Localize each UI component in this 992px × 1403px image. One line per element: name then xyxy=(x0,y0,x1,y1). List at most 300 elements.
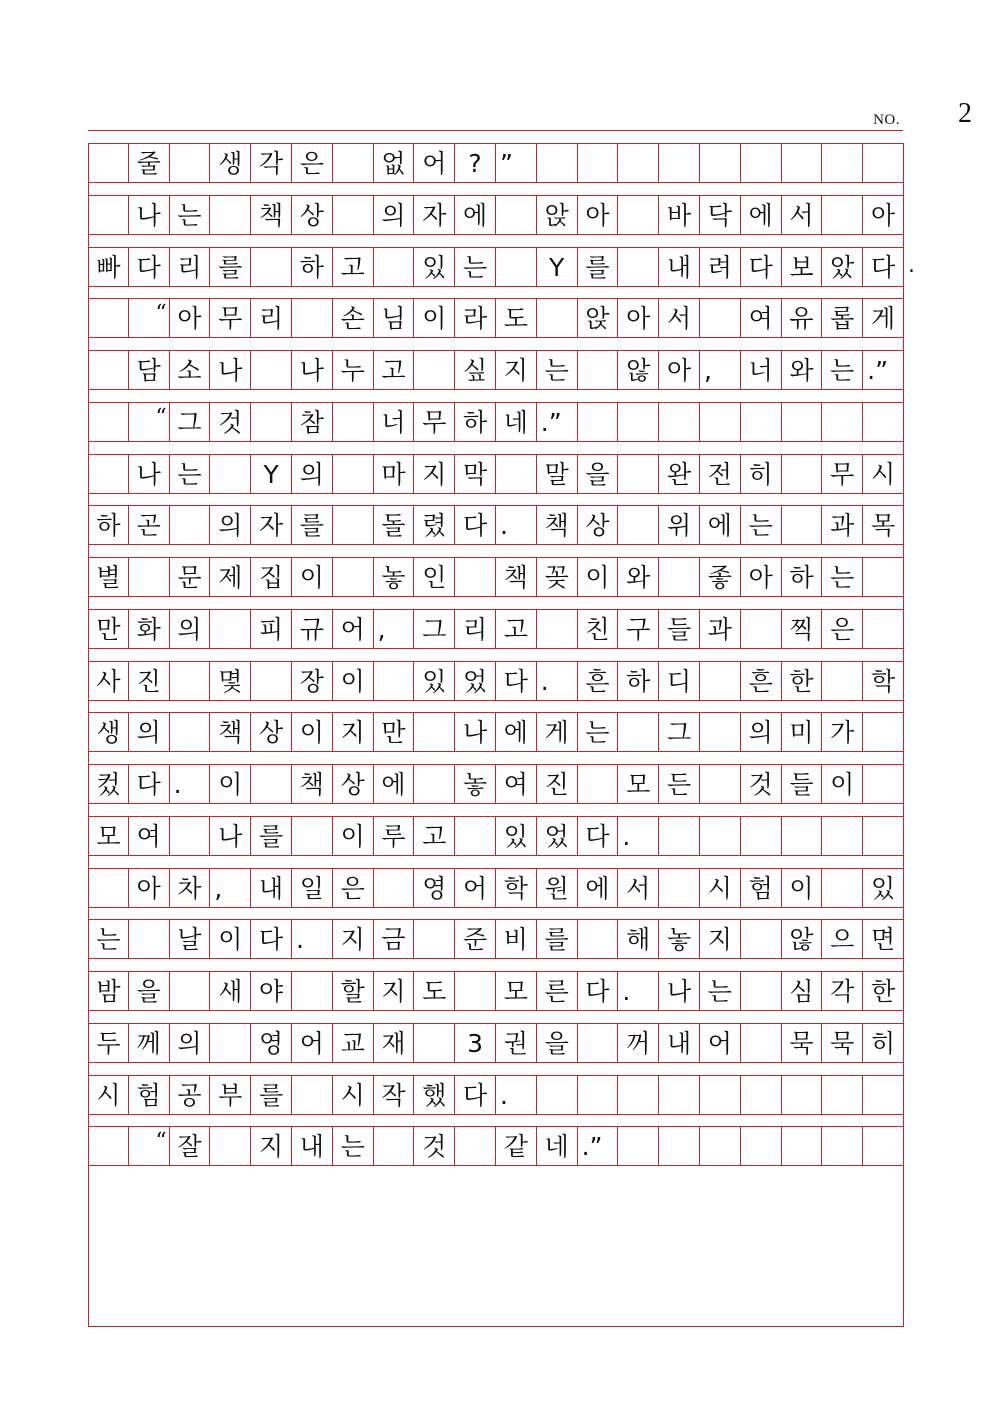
manuscript-cell: 차 xyxy=(170,869,211,907)
manuscript-cell xyxy=(782,403,823,441)
manuscript-cell: 찍 xyxy=(782,610,823,648)
manuscript-cell: 과 xyxy=(700,610,741,648)
manuscript-cell xyxy=(618,1127,659,1165)
manuscript-cell: 다 xyxy=(863,248,904,286)
manuscript-cell: 위 xyxy=(659,506,700,544)
manuscript-cell xyxy=(88,1127,129,1165)
manuscript-cell xyxy=(578,1024,619,1062)
manuscript-cell: 는 xyxy=(333,1127,374,1165)
manuscript-row xyxy=(88,247,904,287)
manuscript-cell: 디 xyxy=(659,662,700,700)
header-divider xyxy=(88,130,903,131)
manuscript-cell: 가 xyxy=(822,713,863,751)
manuscript-cell: 라 xyxy=(455,299,496,337)
manuscript-cell: 모 xyxy=(88,817,129,855)
manuscript-cell xyxy=(782,506,823,544)
manuscript-cell xyxy=(455,817,496,855)
manuscript-cell xyxy=(741,920,782,958)
manuscript-cell: 과 xyxy=(822,506,863,544)
manuscript-cell: 미 xyxy=(782,713,823,751)
manuscript-cell xyxy=(88,299,129,337)
manuscript-cell xyxy=(863,1076,904,1114)
manuscript-cell: 고 xyxy=(414,817,455,855)
page-header xyxy=(88,96,903,130)
manuscript-cell xyxy=(170,817,211,855)
manuscript-cell: 는 xyxy=(170,196,211,234)
manuscript-cell xyxy=(659,817,700,855)
manuscript-cell: 면 xyxy=(863,920,904,958)
manuscript-cell: 영 xyxy=(251,1024,292,1062)
manuscript-cell: 이 xyxy=(578,558,619,596)
manuscript-cell xyxy=(700,765,741,803)
manuscript-cell xyxy=(700,662,741,700)
manuscript-cell: 한 xyxy=(782,662,823,700)
manuscript-cell: 두 xyxy=(88,1024,129,1062)
manuscript-cell: 친 xyxy=(578,610,619,648)
manuscript-cell xyxy=(333,196,374,234)
manuscript-cell xyxy=(578,765,619,803)
manuscript-cell: 부 xyxy=(210,1076,251,1114)
manuscript-cell: 아 xyxy=(170,299,211,337)
manuscript-cell xyxy=(455,558,496,596)
manuscript-cell: “ xyxy=(129,1127,170,1165)
manuscript-cell xyxy=(863,713,904,751)
manuscript-cell: 도 xyxy=(496,299,537,337)
manuscript-cell: 의 xyxy=(129,713,170,751)
manuscript-cell xyxy=(292,972,333,1010)
manuscript-row xyxy=(88,143,904,183)
manuscript-cell: 어 xyxy=(333,610,374,648)
manuscript-cell xyxy=(414,1024,455,1062)
manuscript-row xyxy=(88,402,904,442)
manuscript-cell: 생 xyxy=(210,144,251,182)
manuscript-cell: 각 xyxy=(822,972,863,1010)
manuscript-cell: 어 xyxy=(414,144,455,182)
manuscript-cell xyxy=(251,248,292,286)
manuscript-cell: 서 xyxy=(782,196,823,234)
manuscript-cell xyxy=(374,662,415,700)
manuscript-cell: 이 xyxy=(822,765,863,803)
manuscript-cell: 지 xyxy=(496,351,537,389)
manuscript-cell: 묵 xyxy=(782,1024,823,1062)
manuscript-cell: 리 xyxy=(455,610,496,648)
manuscript-cell: 고 xyxy=(374,351,415,389)
manuscript-cell xyxy=(618,144,659,182)
manuscript-cell: 아 xyxy=(659,351,700,389)
manuscript-cell xyxy=(537,1076,578,1114)
manuscript-cell: 일 xyxy=(292,869,333,907)
manuscript-cell: 의 xyxy=(170,610,211,648)
manuscript-cell: 여 xyxy=(741,299,782,337)
manuscript-cell: 담 xyxy=(129,351,170,389)
manuscript-cell: 하 xyxy=(292,248,333,286)
manuscript-cell: 피 xyxy=(251,610,292,648)
manuscript-cell: 는 xyxy=(700,972,741,1010)
manuscript-cell: 시 xyxy=(88,1076,129,1114)
manuscript-cell: 학 xyxy=(496,869,537,907)
manuscript-cell: 그 xyxy=(170,403,211,441)
manuscript-cell: 나 xyxy=(129,455,170,493)
manuscript-cell xyxy=(822,1076,863,1114)
manuscript-cell: . xyxy=(496,506,537,544)
manuscript-cell xyxy=(170,713,211,751)
manuscript-cell: 상 xyxy=(578,506,619,544)
manuscript-cell: 목 xyxy=(863,506,904,544)
manuscript-cell: 비 xyxy=(496,920,537,958)
manuscript-row xyxy=(88,609,904,649)
manuscript-cell xyxy=(618,196,659,234)
manuscript-cell: 책 xyxy=(251,196,292,234)
manuscript-cell: 그 xyxy=(659,713,700,751)
manuscript-cell: 하 xyxy=(455,403,496,441)
manuscript-cell: 고 xyxy=(496,610,537,648)
manuscript-cell: 진 xyxy=(129,662,170,700)
manuscript-cell xyxy=(700,403,741,441)
manuscript-cell: 날 xyxy=(170,920,211,958)
manuscript-cell: 화 xyxy=(129,610,170,648)
manuscript-cell xyxy=(700,144,741,182)
manuscript-cell: 에 xyxy=(578,869,619,907)
manuscript-cell xyxy=(741,144,782,182)
manuscript-cell: .” xyxy=(863,351,904,389)
manuscript-cell: 어 xyxy=(292,1024,333,1062)
manuscript-cell: 보 xyxy=(782,248,823,286)
manuscript-cell: 앉 xyxy=(537,196,578,234)
manuscript-cell: 시 xyxy=(863,455,904,493)
manuscript-cell: 여 xyxy=(496,765,537,803)
manuscript-cell: 규 xyxy=(292,610,333,648)
manuscript-cell xyxy=(822,869,863,907)
manuscript-cell xyxy=(782,817,823,855)
manuscript-cell xyxy=(251,351,292,389)
manuscript-cell: 돌 xyxy=(374,506,415,544)
manuscript-cell xyxy=(496,196,537,234)
manuscript-cell: 서 xyxy=(659,299,700,337)
manuscript-cell: 내 xyxy=(251,869,292,907)
manuscript-cell: 것 xyxy=(210,403,251,441)
manuscript-cell xyxy=(659,403,700,441)
manuscript-cell xyxy=(578,403,619,441)
manuscript-cell: 는 xyxy=(578,713,619,751)
manuscript-cell xyxy=(659,1127,700,1165)
manuscript-cell: 완 xyxy=(659,455,700,493)
manuscript-cell xyxy=(170,662,211,700)
manuscript-cell: 금 xyxy=(374,920,415,958)
manuscript-cell xyxy=(822,196,863,234)
manuscript-cell: 앉 xyxy=(578,299,619,337)
manuscript-cell xyxy=(782,1127,823,1165)
manuscript-cell: 꺼 xyxy=(618,1024,659,1062)
manuscript-cell: 사 xyxy=(88,662,129,700)
manuscript-cell: 지 xyxy=(700,920,741,958)
manuscript-cell: 아 xyxy=(863,196,904,234)
manuscript-cell xyxy=(700,299,741,337)
manuscript-cell: 야 xyxy=(251,972,292,1010)
manuscript-cell: 에 xyxy=(700,506,741,544)
manuscript-cell: 고 xyxy=(333,248,374,286)
manuscript-cell xyxy=(741,403,782,441)
manuscript-cell: 3 xyxy=(455,1024,496,1062)
manuscript-cell: 있 xyxy=(863,869,904,907)
manuscript-cell: 은 xyxy=(292,144,333,182)
manuscript-cell: 이 xyxy=(210,920,251,958)
manuscript-cell xyxy=(88,403,129,441)
manuscript-cell: 놓 xyxy=(659,920,700,958)
manuscript-cell: 시 xyxy=(333,1076,374,1114)
manuscript-cell: 의 xyxy=(170,1024,211,1062)
manuscript-cell xyxy=(618,248,659,286)
manuscript-cell xyxy=(170,972,211,1010)
manuscript-cell xyxy=(374,1127,415,1165)
manuscript-cell: 아 xyxy=(741,558,782,596)
manuscript-cell xyxy=(863,144,904,182)
manuscript-cell: 이 xyxy=(210,765,251,803)
manuscript-cell xyxy=(782,144,823,182)
manuscript-cell xyxy=(414,765,455,803)
manuscript-cell: 들 xyxy=(782,765,823,803)
manuscript-cell: 흔 xyxy=(741,662,782,700)
manuscript-cell xyxy=(333,144,374,182)
manuscript-cell: 에 xyxy=(741,196,782,234)
manuscript-cell: 해 xyxy=(618,920,659,958)
manuscript-cell: 너 xyxy=(741,351,782,389)
manuscript-cell xyxy=(88,196,129,234)
manuscript-cell: 는 xyxy=(822,558,863,596)
manuscript-cell: 컸 xyxy=(88,765,129,803)
manuscript-cell xyxy=(700,817,741,855)
manuscript-cell: 지 xyxy=(333,713,374,751)
manuscript-cell xyxy=(578,351,619,389)
manuscript-row xyxy=(88,764,904,804)
manuscript-cell: 는 xyxy=(822,351,863,389)
manuscript-cell: 막 xyxy=(455,455,496,493)
manuscript-cell xyxy=(129,920,170,958)
manuscript-cell: 이 xyxy=(333,662,374,700)
manuscript-cell: 바 xyxy=(659,196,700,234)
manuscript-cell xyxy=(129,558,170,596)
manuscript-cell xyxy=(618,455,659,493)
manuscript-cell xyxy=(578,920,619,958)
manuscript-cell: 히 xyxy=(863,1024,904,1062)
manuscript-cell: 는 xyxy=(741,506,782,544)
manuscript-cell: 었 xyxy=(455,662,496,700)
manuscript-cell: 을 xyxy=(537,1024,578,1062)
manuscript-cell: 다 xyxy=(129,248,170,286)
manuscript-cell: 네 xyxy=(537,1127,578,1165)
manuscript-cell: , xyxy=(374,610,415,648)
manuscript-cell: 어 xyxy=(455,869,496,907)
manuscript-cell xyxy=(822,144,863,182)
manuscript-cell: 나 xyxy=(210,351,251,389)
manuscript-cell: 을 xyxy=(578,455,619,493)
manuscript-cell: 참 xyxy=(292,403,333,441)
manuscript-row xyxy=(88,816,904,856)
manuscript-cell: 각 xyxy=(251,144,292,182)
manuscript-cell: 준 xyxy=(455,920,496,958)
manuscript-cell xyxy=(170,506,211,544)
manuscript-cell xyxy=(741,817,782,855)
manuscript-cell: 든 xyxy=(659,765,700,803)
manuscript-cell: 별 xyxy=(88,558,129,596)
manuscript-cell: 이 xyxy=(292,713,333,751)
manuscript-cell: 지 xyxy=(374,972,415,1010)
manuscript-cell: 전 xyxy=(700,455,741,493)
manuscript-row xyxy=(88,971,904,1011)
manuscript-cell: 하 xyxy=(88,506,129,544)
manuscript-cell: 생 xyxy=(88,713,129,751)
manuscript-cell: 무 xyxy=(210,299,251,337)
manuscript-cell: 영 xyxy=(414,869,455,907)
manuscript-cell: 나 xyxy=(455,713,496,751)
manuscript-cell: 의 xyxy=(210,506,251,544)
manuscript-cell: 다 xyxy=(129,765,170,803)
manuscript-cell: 이 xyxy=(292,558,333,596)
manuscript-cell xyxy=(618,1076,659,1114)
manuscript-cell: 손 xyxy=(333,299,374,337)
manuscript-cell: 않 xyxy=(782,920,823,958)
manuscript-cell: 아 xyxy=(578,196,619,234)
manuscript-cell: 다 xyxy=(578,817,619,855)
manuscript-cell: 하 xyxy=(782,558,823,596)
manuscript-cell: 교 xyxy=(333,1024,374,1062)
manuscript-cell: 를 xyxy=(251,1076,292,1114)
manuscript-cell: 한 xyxy=(863,972,904,1010)
manuscript-cell: 시 xyxy=(700,869,741,907)
manuscript-cell: 리 xyxy=(251,299,292,337)
page-number-label: NO. xyxy=(873,112,900,128)
manuscript-cell xyxy=(374,248,415,286)
manuscript-row xyxy=(88,195,904,235)
manuscript-cell: 다 xyxy=(578,972,619,1010)
manuscript-cell: 내 xyxy=(659,248,700,286)
manuscript-cell xyxy=(292,1076,333,1114)
manuscript-cell: 를 xyxy=(578,248,619,286)
manuscript-cell: 다 xyxy=(455,506,496,544)
manuscript-row xyxy=(88,661,904,701)
manuscript-cell: 심 xyxy=(782,972,823,1010)
manuscript-cell: 아 xyxy=(618,299,659,337)
manuscript-cell: 이 xyxy=(414,299,455,337)
manuscript-cell: 몇 xyxy=(210,662,251,700)
manuscript-cell: 나 xyxy=(210,817,251,855)
manuscript-cell: Y xyxy=(251,455,292,493)
manuscript-row xyxy=(88,1023,904,1063)
manuscript-cell: 할 xyxy=(333,972,374,1010)
manuscript-cell: 여 xyxy=(129,817,170,855)
manuscript-row xyxy=(88,350,904,390)
manuscript-cell: 지 xyxy=(414,455,455,493)
manuscript-cell: 는 xyxy=(537,351,578,389)
manuscript-cell: 어 xyxy=(700,1024,741,1062)
manuscript-cell: 집 xyxy=(251,558,292,596)
manuscript-cell: 만 xyxy=(88,610,129,648)
manuscript-cell: . xyxy=(496,1076,537,1114)
overflow-punctuation: . xyxy=(908,252,915,278)
manuscript-cell xyxy=(88,144,129,182)
manuscript-cell: 이 xyxy=(782,869,823,907)
manuscript-cell: 원 xyxy=(537,869,578,907)
manuscript-cell xyxy=(741,1076,782,1114)
manuscript-cell: 다 xyxy=(741,248,782,286)
manuscript-cell: , xyxy=(700,351,741,389)
manuscript-cell: 모 xyxy=(618,765,659,803)
manuscript-row xyxy=(88,454,904,494)
manuscript-cell xyxy=(333,506,374,544)
manuscript-cell: Y xyxy=(537,248,578,286)
manuscript-cell xyxy=(455,1127,496,1165)
manuscript-cell: 았 xyxy=(822,248,863,286)
manuscript-cell: 의 xyxy=(741,713,782,751)
manuscript-cell: 지 xyxy=(333,920,374,958)
manuscript-cell: 인 xyxy=(414,558,455,596)
manuscript-cell xyxy=(170,144,211,182)
manuscript-cell: . xyxy=(618,972,659,1010)
manuscript-cell xyxy=(822,817,863,855)
manuscript-row xyxy=(88,298,904,338)
manuscript-cell: 책 xyxy=(292,765,333,803)
manuscript-cell xyxy=(333,558,374,596)
manuscript-cell: 하 xyxy=(618,662,659,700)
manuscript-cell: 것 xyxy=(414,1127,455,1165)
manuscript-cell xyxy=(210,1127,251,1165)
manuscript-cell: 않 xyxy=(618,351,659,389)
manuscript-cell xyxy=(822,403,863,441)
manuscript-cell xyxy=(374,869,415,907)
manuscript-cell: 작 xyxy=(374,1076,415,1114)
manuscript-cell xyxy=(333,455,374,493)
manuscript-cell: 있 xyxy=(414,662,455,700)
manuscript-cell xyxy=(210,455,251,493)
manuscript-cell: 흔 xyxy=(578,662,619,700)
manuscript-cell xyxy=(496,455,537,493)
manuscript-cell xyxy=(537,144,578,182)
manuscript-cell xyxy=(863,1127,904,1165)
manuscript-cell xyxy=(414,351,455,389)
manuscript-cell: 있 xyxy=(496,817,537,855)
manuscript-cell: 자 xyxy=(251,506,292,544)
manuscript-cell: . xyxy=(292,920,333,958)
manuscript-cell: 으 xyxy=(822,920,863,958)
manuscript-cell xyxy=(618,713,659,751)
manuscript-cell xyxy=(741,1127,782,1165)
manuscript-cell xyxy=(863,765,904,803)
manuscript-cell xyxy=(782,1076,823,1114)
manuscript-cell xyxy=(292,817,333,855)
manuscript-cell xyxy=(578,1076,619,1114)
manuscript-cell: 문 xyxy=(170,558,211,596)
manuscript-cell: 밤 xyxy=(88,972,129,1010)
manuscript-cell xyxy=(659,1076,700,1114)
manuscript-cell: 롭 xyxy=(822,299,863,337)
manuscript-cell: 없 xyxy=(374,144,415,182)
manuscript-cell xyxy=(88,455,129,493)
manuscript-cell xyxy=(659,869,700,907)
manuscript-cell: 잘 xyxy=(170,1127,211,1165)
manuscript-cell xyxy=(822,1127,863,1165)
manuscript-cell: 와 xyxy=(782,351,823,389)
manuscript-cell: 도 xyxy=(414,972,455,1010)
manuscript-cell: 있 xyxy=(414,248,455,286)
manuscript-cell: 무 xyxy=(414,403,455,441)
manuscript-cell: 른 xyxy=(537,972,578,1010)
manuscript-cell: 의 xyxy=(374,196,415,234)
manuscript-cell: . xyxy=(618,817,659,855)
manuscript-cell: , xyxy=(210,869,251,907)
manuscript-cell xyxy=(863,558,904,596)
manuscript-cell xyxy=(822,662,863,700)
manuscript-cell: 이 xyxy=(333,817,374,855)
manuscript-cell: 려 xyxy=(700,248,741,286)
